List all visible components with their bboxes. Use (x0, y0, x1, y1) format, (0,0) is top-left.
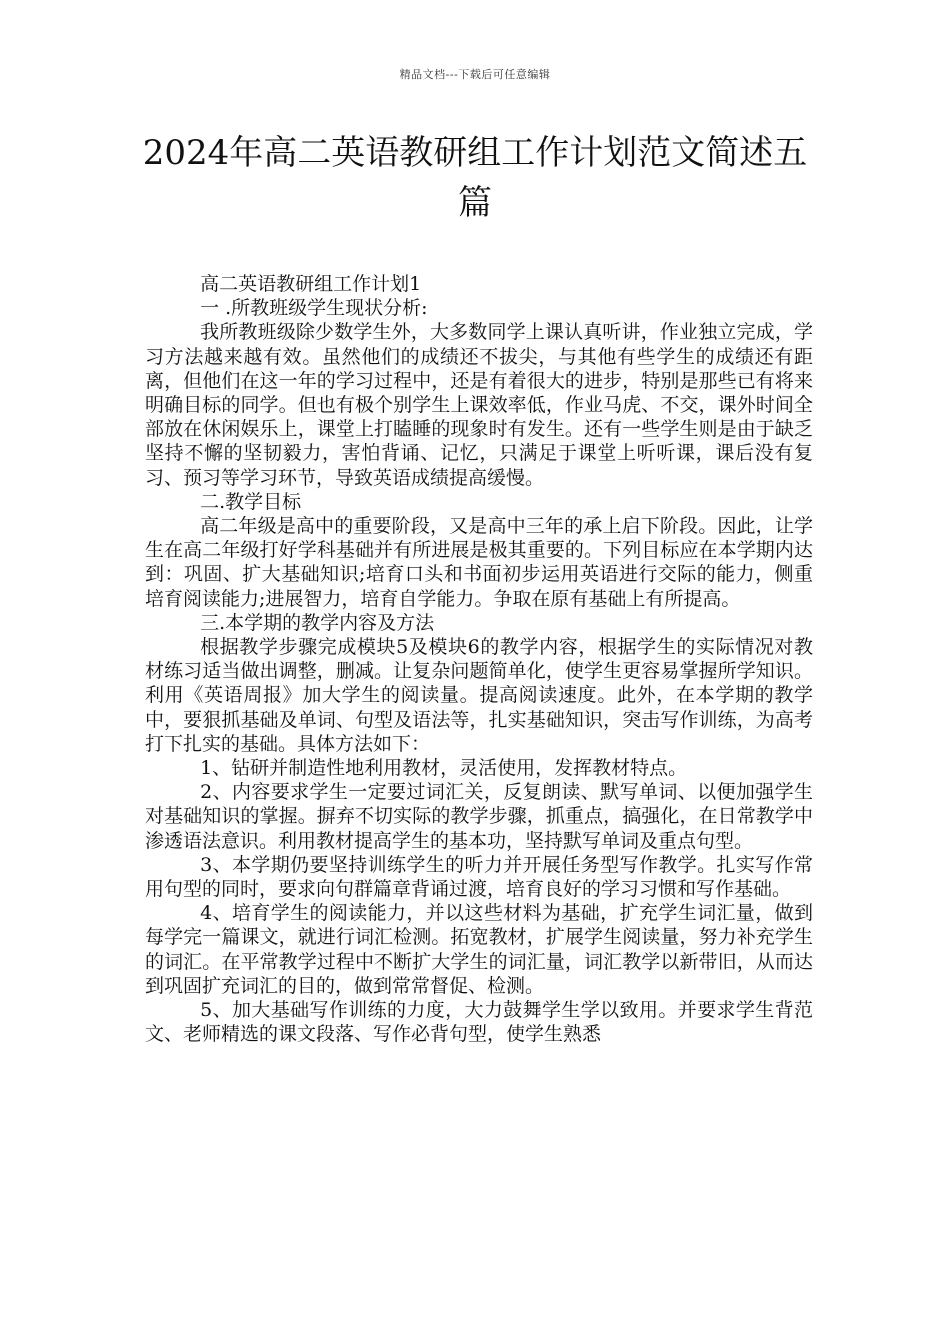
body-paragraph: 我所教班级除少数学生外，大多数同学上课认真听讲，作业独立完成，学习方法越来越有效。虽然他们的成绩还不拔尖，与其他有些学生的成绩还有距离，但他们在这一年的学习过程中，还是有着很大的进步，特别是那些已有将来明确目标的同学。但也有极个别学生上课效率低，作业马虎、不交，课外时间全部放在休闲娱乐上，课堂上打瞌睡的现象时有发生。还有一些学生则是由于缺乏坚持不懈的坚韧毅力，害怕背诵、记忆，只满足于课堂上听听课，课后没有复习、预习等学习环节，导致英语成绩提高缓慢。 (145, 321, 813, 489)
subsection-heading: 三.本学期的教学内容及方法 (200, 611, 435, 634)
document-body (145, 272, 813, 1047)
list-item: 4、培育学生的阅读能力，并以这些材料为基础，扩充学生词汇量，做到每学完一篇课文，就进行词汇检测。拓宽教材，扩展学生阅读量，努力补充学生的词汇。在平常教学过程中不断扩大学生的词汇量，词汇教学以新带旧，从而达到巩固扩充词汇的目的，做到常常督促、检测。 (145, 902, 813, 997)
list-item: 1、钻研并制造性地利用教材，灵活使用，发挥教材特点。 (200, 757, 688, 780)
subsection-heading: 二.教学目标 (200, 490, 302, 513)
body-paragraph: 根据教学步骤完成模块5及模块6的教学内容，根据学生的实际情况对教材练习适当做出调整，删减。让复杂问题简单化，使学生更容易掌握所学知识。利用《英语周报》加大学生的阅读量。提高阅读速度。此外，在本学期的教学中，要狠抓基础及单词、句型及语法等，扎实基础知识，突击写作训练，为高考打下扎实的基础。具体方法如下： (145, 636, 813, 755)
list-item: 2、内容要求学生一定要过词汇关，反复朗读、默写单词、以便加强学生对基础知识的掌握。摒弃不切实际的教学步骤，抓重点，搞强化，在日常教学中渗透语法意识。利用教材提高学生的基本功，坚持默写单词及重点句型。 (145, 781, 813, 852)
list-item: 3、本学期仍要坚持训练学生的听力并开展任务型写作教学。扎实写作常用句型的同时，要求向句群篇章背诵过渡，培育良好的学习习惯和写作基础。 (145, 853, 813, 901)
subsection-heading: 一 .所教班级学生现状分析: (200, 297, 428, 320)
document-title: 2024年高二英语教研组工作计划范文简述五篇 (142, 133, 808, 223)
list-item: 5、加大基础写作训练的力度，大力鼓舞学生学以致用。并要求学生背范文、老师精选的课文段落、写作必背句型，使学生熟悉 (145, 999, 813, 1046)
header-note: 精品文档---下载后可任意编辑 (399, 68, 551, 81)
section-heading: 高二英语教研组工作计划1 (200, 273, 422, 295)
body-paragraph: 高二年级是高中的重要阶段，又是高中三年的承上启下阶段。因此，让学生在高二年级打好学科基础并有所进展是极其重要的。下列目标应在本学期内达到：巩固、扩大基础知识;培育口头和书面初步运用英语进行交际的能力，侧重培育阅读能力;进展智力，培育自学能力。争取在原有基础上有所提高。 (145, 515, 813, 610)
